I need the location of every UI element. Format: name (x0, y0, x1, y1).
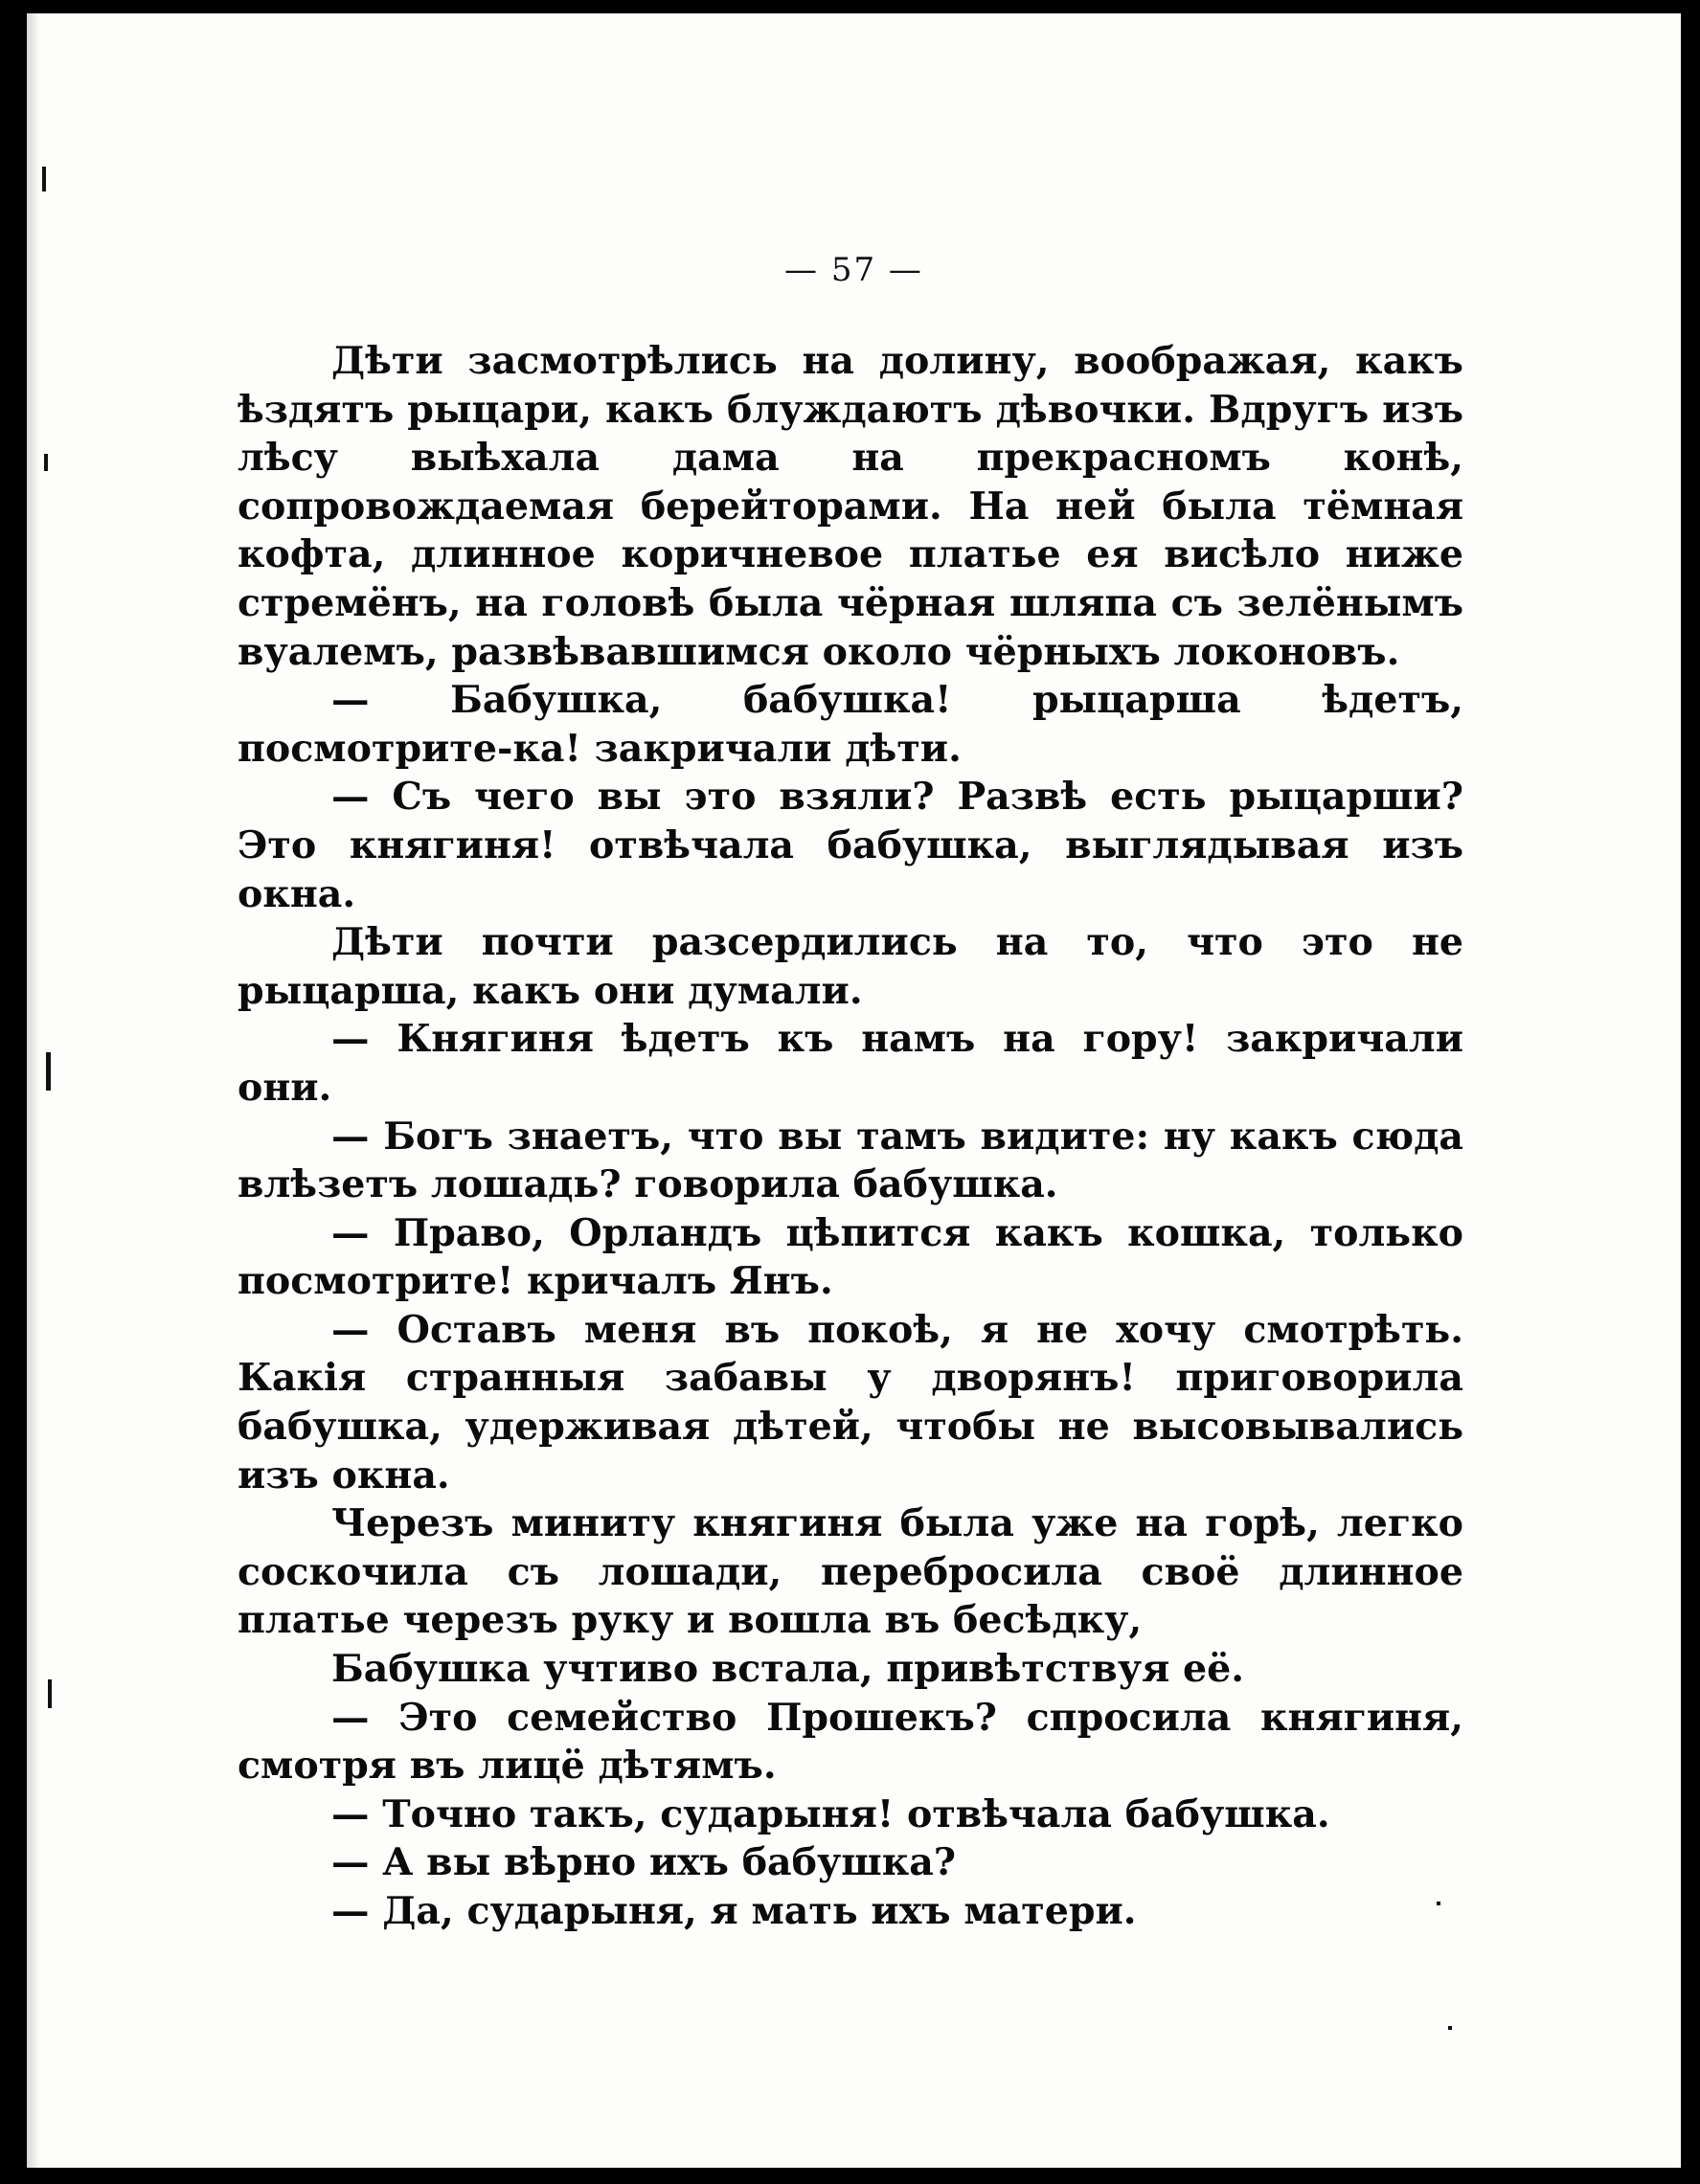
paragraph: Черезъ миниту княгиня была уже на горѣ, легко соскочила съ лошади, перебросила своё длинное платье черезъ руку и вошла въ бесѣдку, (238, 1501, 1463, 1643)
scan-speck (46, 1052, 51, 1091)
page-number: — 57 — (784, 251, 923, 289)
paragraph: Дѣти засмотрѣлись на долину, воображая, какъ ѣздятъ рыцари, какъ блуждаютъ дѣвочки. Вдругъ изъ лѣсу выѣхала дама на прекрасномъ конѣ, сопровождаемая берейторами. На ней была тёмная кофта, длинное коричневое платье ея висѣло ниже стремёнъ, на головѣ была чёрная шляпа съ зелёнымъ вуалемъ, развѣвавшимся около чёрныхъ локоновъ. (238, 339, 1463, 674)
paragraph: — Да, сударыня, я мать ихъ матери. (331, 1889, 1137, 1933)
paragraph: — Княгиня ѣдетъ къ намъ на гору! закричали они. (238, 1017, 1463, 1110)
paragraph: Дѣти почти разсердились на то, что это не рыцарша, какъ они думали. (238, 920, 1463, 1013)
scan-speck (1448, 2026, 1452, 2030)
scan-speck (1437, 1902, 1440, 1905)
scan-speck (42, 167, 46, 191)
paragraph: — А вы вѣрно ихъ бабушка? (331, 1840, 957, 1885)
book-page (27, 13, 1681, 2168)
page-text (238, 337, 1463, 1936)
paragraph: — Богъ знаетъ, что вы тамъ видите: ну какъ сюда влѣзетъ лошадь? говорила бабушка. (238, 1114, 1463, 1207)
paragraph: — Точно такъ, сударыня! отвѣчала бабушка. (331, 1791, 1330, 1836)
scan-speck (44, 454, 48, 471)
paragraph: — Бабушка, бабушка! рыцарша ѣдетъ, посмотрите-ка! закричали дѣти. (238, 678, 1463, 771)
scan-speck (48, 1679, 52, 1708)
paragraph: — Это семейство Прошекъ? спросила княгиня, смотря въ лицё дѣтямъ. (238, 1695, 1463, 1789)
paragraph: — Право, Орландъ цѣпится какъ кошка, только посмотрите! кричалъ Янъ. (238, 1210, 1463, 1304)
paragraph: — Оставъ меня въ покоѣ, я не хочу смотрѣть. Какія странныя забавы у дворянъ! приговорила бабушка, удерживая дѣтей, чтобы не высовывались изъ окна. (238, 1307, 1463, 1497)
paragraph: Бабушка учтиво встала, привѣтствуя её. (331, 1647, 1245, 1692)
paragraph: — Съ чего вы это взяли? Развѣ есть рыцарши? Это княгиня! отвѣчала бабушка, выглядывая изъ окна. (238, 775, 1463, 916)
